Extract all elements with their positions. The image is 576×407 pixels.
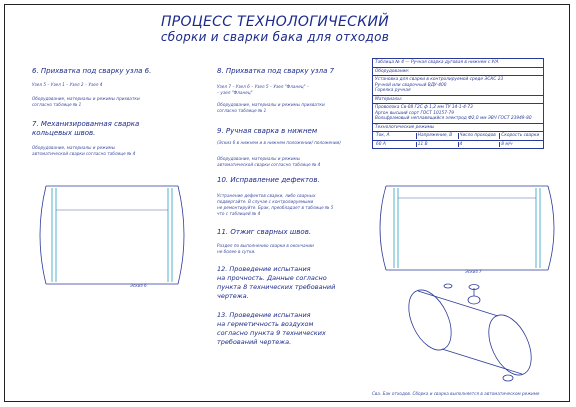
step7-note-2: автоматической сварки согласно таблице № 4 bbox=[32, 151, 136, 156]
val-passes: 4 bbox=[459, 142, 501, 148]
equipment-item: Ручной или сварочный ВДУ-400 bbox=[375, 82, 447, 88]
equipment-heading: Оборудование: bbox=[373, 68, 543, 77]
step9-note-2: автоматической сварки согласно таблице № 4 bbox=[217, 162, 321, 167]
material-item: Проволока Св-08 Г2С ф 1,2 мм ТУ 14-1-4-73 bbox=[375, 105, 473, 110]
step11-note-2: не более в сутки. bbox=[217, 249, 256, 254]
val-speed: 8 м/ч bbox=[501, 141, 513, 147]
equipment-item: Горелка ручная bbox=[375, 88, 411, 93]
step7-heading-2: кольцевых швов. bbox=[32, 129, 96, 137]
step12-heading-1: 12. Проведение испытания bbox=[217, 265, 311, 273]
step8-sub-1: Узел 7 – Узел 6 – Узел 5 – Узел "Фланец" – bbox=[217, 84, 309, 89]
step10-note-3: не ремонтируйте. Брак, преобладает в таблице № 5 bbox=[217, 205, 334, 210]
step13-heading-2: на герметичность воздухом bbox=[217, 320, 314, 328]
step10-note-1: Устранение дефектов сварки, либо сварных bbox=[217, 193, 316, 198]
val-voltage: 11 В bbox=[417, 142, 459, 148]
modes-heading: Технологические режимы bbox=[373, 124, 543, 133]
step8-note-2: согласно таблице № 1 bbox=[217, 108, 267, 113]
step12-heading-3: пункта 8 технических требований bbox=[217, 283, 336, 291]
step6-sub: Узел 5 – Узел 1 – Узел 2 – Узел 4 bbox=[32, 82, 103, 87]
step12-heading-4: чертежа. bbox=[217, 292, 249, 300]
step8-note-1: Оборудование, материалы и режимы прихватки bbox=[217, 102, 325, 107]
step6-note-1: Оборудование, материалы и режимы прихватки bbox=[32, 96, 140, 101]
step10-note-4: что с таблицей № 4 bbox=[217, 211, 261, 216]
equipment-item: Установка для сварки в контролируемой среде ЭСКС 23 bbox=[375, 77, 504, 82]
step10-heading: 10. Исправление дефектов. bbox=[217, 176, 320, 184]
step11-note-1: Раздел по выполнению сварки в окончании bbox=[217, 243, 314, 248]
step6-note-2: согласно таблице № 1 bbox=[32, 102, 82, 107]
step10-note-2: подвергайте. В случае с контролируемыми bbox=[217, 199, 314, 204]
col-current: Ток, А bbox=[375, 133, 417, 139]
col-voltage: Напряжение, В bbox=[417, 133, 459, 139]
footnote: Сва. Бак отходов. Сборка и сварка выполняется в автоматическом режиме bbox=[372, 391, 540, 396]
step9-note-1: Оборудование, материалы и режимы bbox=[217, 156, 301, 161]
val-current: 60 А bbox=[375, 142, 417, 148]
figure-6-label: Эскиз 6 bbox=[130, 283, 147, 288]
right-tank-sketch bbox=[380, 186, 554, 270]
step13-heading-1: 13. Проведение испытания bbox=[217, 311, 311, 319]
material-item: Аргон высший сорт ГОСТ 10157-79 bbox=[375, 110, 454, 116]
left-tank-sketch bbox=[40, 186, 184, 284]
step8-sub-2: – узел "Фланец" bbox=[217, 90, 253, 95]
title-line-2: сборки и сварки бака для отходов bbox=[160, 30, 390, 44]
material-item: Вольфрамовый неплавящийся электрод Ф2,0 мм ЭВЧ ГОСТ 23949-80 bbox=[375, 116, 532, 121]
step6-heading: 6. Прихватка под сварку узла 6. bbox=[32, 67, 152, 75]
step7-note-1: Оборудование, материалы и режимы bbox=[32, 145, 116, 150]
isometric-tank-sketch bbox=[400, 283, 540, 381]
step8-heading: 8. Прихватка под сварку узла 7 bbox=[217, 67, 335, 75]
step7-heading-1: 7. Механизированная сварка bbox=[32, 120, 140, 128]
materials-heading: Материалы: bbox=[373, 96, 543, 105]
step9-heading: 9. Ручная сварка в нижнем bbox=[217, 127, 318, 135]
step13-heading-3: согласно пункта 9 технических bbox=[217, 329, 326, 337]
title-line-1: ПРОЦЕСС ТЕХНОЛОГИЧЕСКИЙ bbox=[160, 14, 390, 30]
step11-heading: 11. Отжиг сварных швов. bbox=[217, 228, 312, 236]
col-passes: Число проходов bbox=[459, 133, 501, 139]
col-speed: Скорость сварки bbox=[501, 133, 540, 138]
figure-7-label: Эскиз 7 bbox=[465, 269, 482, 274]
table-title: Таблица № 4 — Ручная сварка дуговая в нижнем с У/А bbox=[373, 59, 543, 68]
step12-heading-2: на прочность. Данные согласно bbox=[217, 274, 327, 282]
step9-sub: (Эскиз 6 в нижнем и в нижнем положении/ положении) bbox=[217, 140, 341, 145]
step13-heading-4: требований чертежа. bbox=[217, 338, 292, 346]
